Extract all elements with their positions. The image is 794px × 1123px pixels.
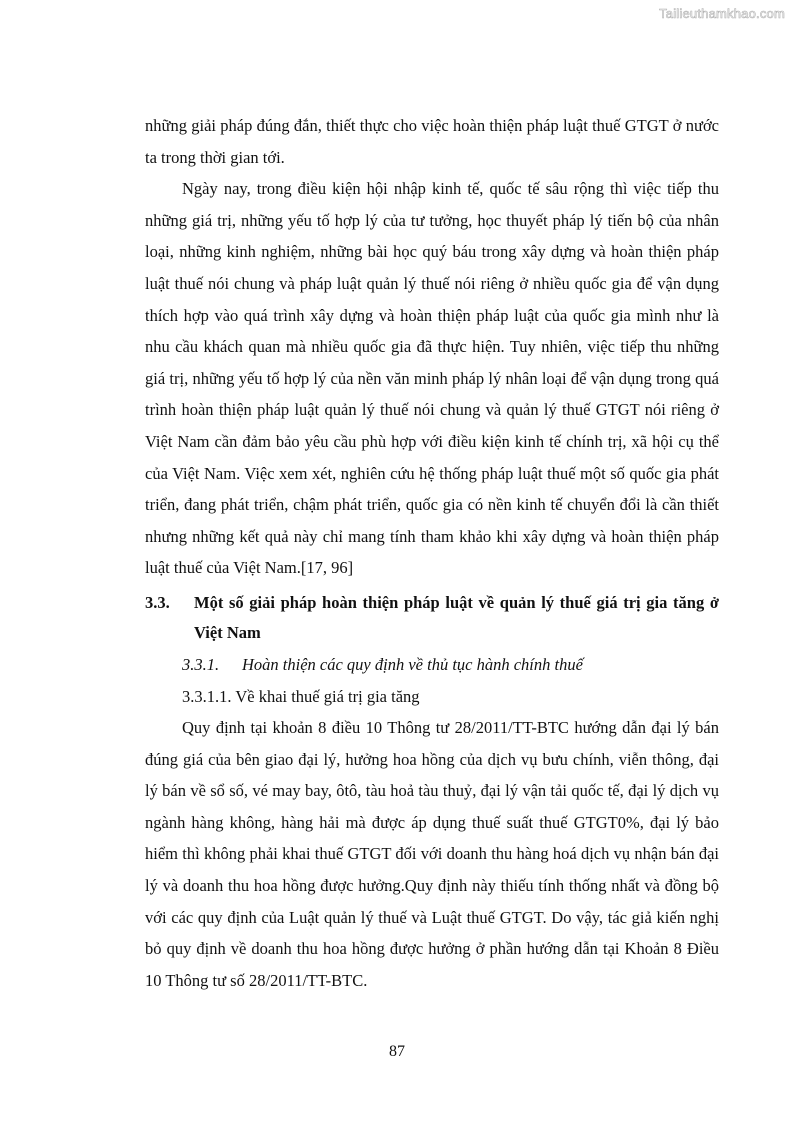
paragraph-body: Ngày nay, trong điều kiện hội nhập kinh tế, quốc tế sâu rộng thì việc tiếp thu những giá trị, những yếu tố hợp lý của tư tưởng, học thuyết pháp lý tiến bộ của nhân loại, những kinh nghiệm, những bài học quý báu trong xây dựng và hoàn thiện pháp luật thuế nói chung và pháp luật quản lý thuế nói riêng ở nhiều quốc gia để vận dụng thích hợp vào quá trình xây dựng và hoàn thiện pháp luật của quốc gia mình như là nhu cầu khách quan mà nhiều quốc gia đã thực hiện. Tuy nhiên, việc tiếp thu những giá trị, những yếu tố hợp lý của nền văn minh pháp lý nhân loại để vận dụng trong quá trình hoàn thiện pháp luật quản lý thuế nói chung và quản lý thuế GTGT nói riêng ở Việt Nam cần đảm bảo yêu cầu phù hợp với điều kiện kinh tế chính trị, xã hội cụ thể của Việt Nam. Việc xem xét, nghiên cứu hệ thống pháp luật thuế một số quốc gia phát triển, đang phát triển, chậm phát triển, quốc gia có nền kinh tế chuyển đổi là cần thiết nhưng những kết quả này chỉ mang tính tham khảo khi xây dựng và hoàn thiện pháp luật thuế của Việt Nam.[17, 96] [145,179,719,578]
subsubsection-heading: 3.3.1.1. Về khai thuế giá trị gia tăng [182,686,420,706]
subsection-number: 3.3.1. [182,654,220,674]
watermark: Tailieuthamkhao.com [659,6,785,21]
page-number: 87 [389,1043,405,1060]
document-body [145,110,719,996]
section-heading [145,588,719,648]
paragraph-body: Quy định tại khoản 8 điều 10 Thông tư 28/2011/TT-BTC hướng dẫn đại lý bán đúng giá của bên giao đại lý, hưởng hoa hồng của dịch vụ bưu chính, viễn thông, đại lý bán về sổ số, vé may bay, ôtô, tàu hoả tàu thuỷ, đại lý vận tải quốc tế, đại lý dịch vụ ngành hàng không, hàng hải mà được áp dụng thuế suất thuế GTGT0%, đại lý bảo hiểm thì không phải khai thuế GTGT đối với doanh thu hàng hoá dịch vụ nhận bán đại lý và doanh thu hoa hồng được hưởng.Quy định này thiếu tính thống nhất và đồng bộ với các quy định của Luật quản lý thuế và Luật thuế GTGT. Do vậy, tác giả kiến nghị bỏ quy định về doanh thu hoa hồng được hưởng ở phần hướng dẫn tại Khoản 8 Điều 10 Thông tư số 28/2011/TT-BTC. [145,718,719,990]
section-title: Một số giải pháp hoàn thiện pháp luật về quản lý thuế giá trị gia tăng ở Việt Nam [194,592,719,642]
section-number: 3.3. [145,592,170,612]
subsection-heading [182,649,719,681]
paragraph-continuation: những giải pháp đúng đắn, thiết thực cho việc hoàn thiện pháp luật thuế GTGT ở nước ta trong thời gian tới. [145,116,719,167]
subsection-title: Hoàn thiện các quy định về thủ tục hành chính thuế [242,654,583,674]
